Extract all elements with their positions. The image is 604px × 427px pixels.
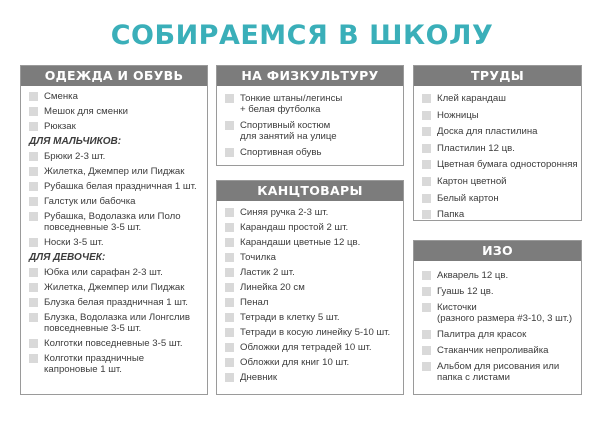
checklist-item[interactable]: Доска для пластилина <box>422 126 575 137</box>
checkbox[interactable] <box>29 238 38 247</box>
checkbox[interactable] <box>29 212 38 221</box>
checkbox[interactable] <box>29 107 38 116</box>
checkbox[interactable] <box>225 223 234 232</box>
checkbox[interactable] <box>29 197 38 206</box>
checklist-item[interactable]: Точилка <box>225 252 397 263</box>
crafts-header: ТРУДЫ <box>414 66 581 86</box>
checklist-item[interactable]: Акварель 12 цв. <box>422 270 575 281</box>
checklist-item[interactable]: Синяя ручка 2-3 шт. <box>225 207 397 218</box>
checklist-item[interactable]: Альбом для рисования или папка с листами <box>422 361 575 383</box>
checklist-item[interactable]: Пластилин 12 цв. <box>422 143 575 154</box>
clothes-list <box>21 86 207 383</box>
checkbox[interactable] <box>225 373 234 382</box>
checkbox[interactable] <box>422 303 431 312</box>
checkbox[interactable] <box>422 111 431 120</box>
checkbox[interactable] <box>422 330 431 339</box>
checklist-item[interactable]: Рубашка белая праздничная 1 шт. <box>29 181 201 192</box>
checklist-item[interactable]: Колготки повседневные 3-5 шт. <box>29 338 201 349</box>
checkbox[interactable] <box>225 148 234 157</box>
checkbox[interactable] <box>225 121 234 130</box>
clothes-card <box>20 65 208 395</box>
checklist-item[interactable]: Гуашь 12 цв. <box>422 286 575 297</box>
checklist-item[interactable]: Тетради в клетку 5 шт. <box>225 312 397 323</box>
checkbox[interactable] <box>422 144 431 153</box>
checklist-item[interactable]: Карандаш простой 2 шт. <box>225 222 397 233</box>
checklist-item[interactable]: Дневник <box>225 372 397 383</box>
checkbox[interactable] <box>422 194 431 203</box>
checklist-item[interactable]: Пенал <box>225 297 397 308</box>
checklist-item[interactable]: Обложки для тетрадей 10 шт. <box>225 342 397 353</box>
checklist-item[interactable]: Галстук или бабочка <box>29 196 201 207</box>
stationery-header: КАНЦТОВАРЫ <box>217 181 403 201</box>
checklist-item[interactable]: Клей карандаш <box>422 93 575 104</box>
checklist-item[interactable]: Палитра для красок <box>422 329 575 340</box>
checklist-item[interactable]: Юбка или сарафан 2-3 шт. <box>29 267 201 278</box>
checklist-item[interactable]: Обложки для книг 10 шт. <box>225 357 397 368</box>
checklist-item[interactable]: Мешок для сменки <box>29 106 201 117</box>
checkbox[interactable] <box>225 268 234 277</box>
checkbox[interactable] <box>422 287 431 296</box>
checkbox[interactable] <box>29 298 38 307</box>
checkbox[interactable] <box>29 354 38 363</box>
checkbox[interactable] <box>422 94 431 103</box>
art-header: ИЗО <box>414 241 581 261</box>
checklist-item[interactable]: Стаканчик непроливайка <box>422 345 575 356</box>
checkbox[interactable] <box>422 127 431 136</box>
checkbox[interactable] <box>29 92 38 101</box>
checkbox[interactable] <box>29 122 38 131</box>
boys-subheading: ДЛЯ МАЛЬЧИКОВ: <box>29 136 122 147</box>
checklist-item[interactable]: Папка <box>422 209 575 220</box>
checklist-item[interactable]: Жилетка, Джемпер или Пиджак <box>29 282 201 293</box>
checklist-item[interactable]: Колготки праздничные капроновые 1 шт. <box>29 353 201 375</box>
checkbox[interactable] <box>422 362 431 371</box>
checkbox[interactable] <box>225 313 234 322</box>
checklist-item[interactable]: Карандаши цветные 12 цв. <box>225 237 397 248</box>
checklist-item[interactable]: Тетради в косую линейку 5-10 шт. <box>225 327 397 338</box>
art-list <box>414 261 581 392</box>
checklist-item[interactable]: Носки 3-5 шт. <box>29 237 201 248</box>
checkbox[interactable] <box>29 313 38 322</box>
checkbox[interactable] <box>29 339 38 348</box>
stationery-list <box>217 201 403 391</box>
checkbox[interactable] <box>29 268 38 277</box>
checkbox[interactable] <box>422 210 431 219</box>
checkbox[interactable] <box>225 358 234 367</box>
checklist-item[interactable]: Белый картон <box>422 193 575 204</box>
checkbox[interactable] <box>225 328 234 337</box>
checkbox[interactable] <box>225 343 234 352</box>
checkbox[interactable] <box>422 177 431 186</box>
pe-list <box>217 86 403 167</box>
checklist-item[interactable]: Цветная бумага односторонняя <box>422 159 575 170</box>
checklist-item[interactable]: Ножницы <box>422 110 575 121</box>
checklist-item[interactable]: Блузка, Водолазка или Лонгслив повседневные 3-5 шт. <box>29 312 201 334</box>
checkbox[interactable] <box>29 283 38 292</box>
checklist-item[interactable]: Сменка <box>29 91 201 102</box>
checklist-item[interactable]: Жилетка, Джемпер или Пиджак <box>29 166 201 177</box>
checklist-item[interactable]: Спортивный костюм для занятий на улице <box>225 120 397 142</box>
pe-card <box>216 65 404 166</box>
art-card <box>413 240 582 395</box>
crafts-card <box>413 65 582 221</box>
checklist-item[interactable]: Спортивная обувь <box>225 147 397 158</box>
checkbox[interactable] <box>225 208 234 217</box>
checklist-item[interactable]: Брюки 2-3 шт. <box>29 151 201 162</box>
checklist-item[interactable]: Блузка белая праздничная 1 шт. <box>29 297 201 308</box>
checkbox[interactable] <box>422 346 431 355</box>
checkbox[interactable] <box>225 298 234 307</box>
checklist-item[interactable]: Ластик 2 шт. <box>225 267 397 278</box>
checklist-item[interactable]: Тонкие штаны/легинсы + белая футболка <box>225 93 397 115</box>
checklist-item[interactable]: Картон цветной <box>422 176 575 187</box>
checkbox[interactable] <box>422 160 431 169</box>
checkbox[interactable] <box>225 283 234 292</box>
checkbox[interactable] <box>225 238 234 247</box>
pe-header: НА ФИЗКУЛЬТУРУ <box>217 66 403 86</box>
checklist-item[interactable]: Линейка 20 см <box>225 282 397 293</box>
checkbox[interactable] <box>422 271 431 280</box>
crafts-list <box>414 86 581 230</box>
girls-subheading: ДЛЯ ДЕВОЧЕК: <box>29 252 106 263</box>
clothes-header: ОДЕЖДА И ОБУВЬ <box>21 66 207 86</box>
checklist-item[interactable]: Кисточки (разного размера #3-10, 3 шт.) <box>422 302 575 324</box>
checkbox[interactable] <box>29 182 38 191</box>
checklist-item[interactable]: Рюкзак <box>29 121 201 132</box>
checkbox[interactable] <box>29 167 38 176</box>
page-title: СОБИРАЕМСЯ В ШКОЛУ <box>110 20 494 51</box>
checkbox[interactable] <box>225 253 234 262</box>
checkbox[interactable] <box>225 94 234 103</box>
checklist-item[interactable]: Рубашка, Водолазка или Поло повседневные 3-5 шт. <box>29 211 201 233</box>
checkbox[interactable] <box>29 152 38 161</box>
stationery-card <box>216 180 404 395</box>
